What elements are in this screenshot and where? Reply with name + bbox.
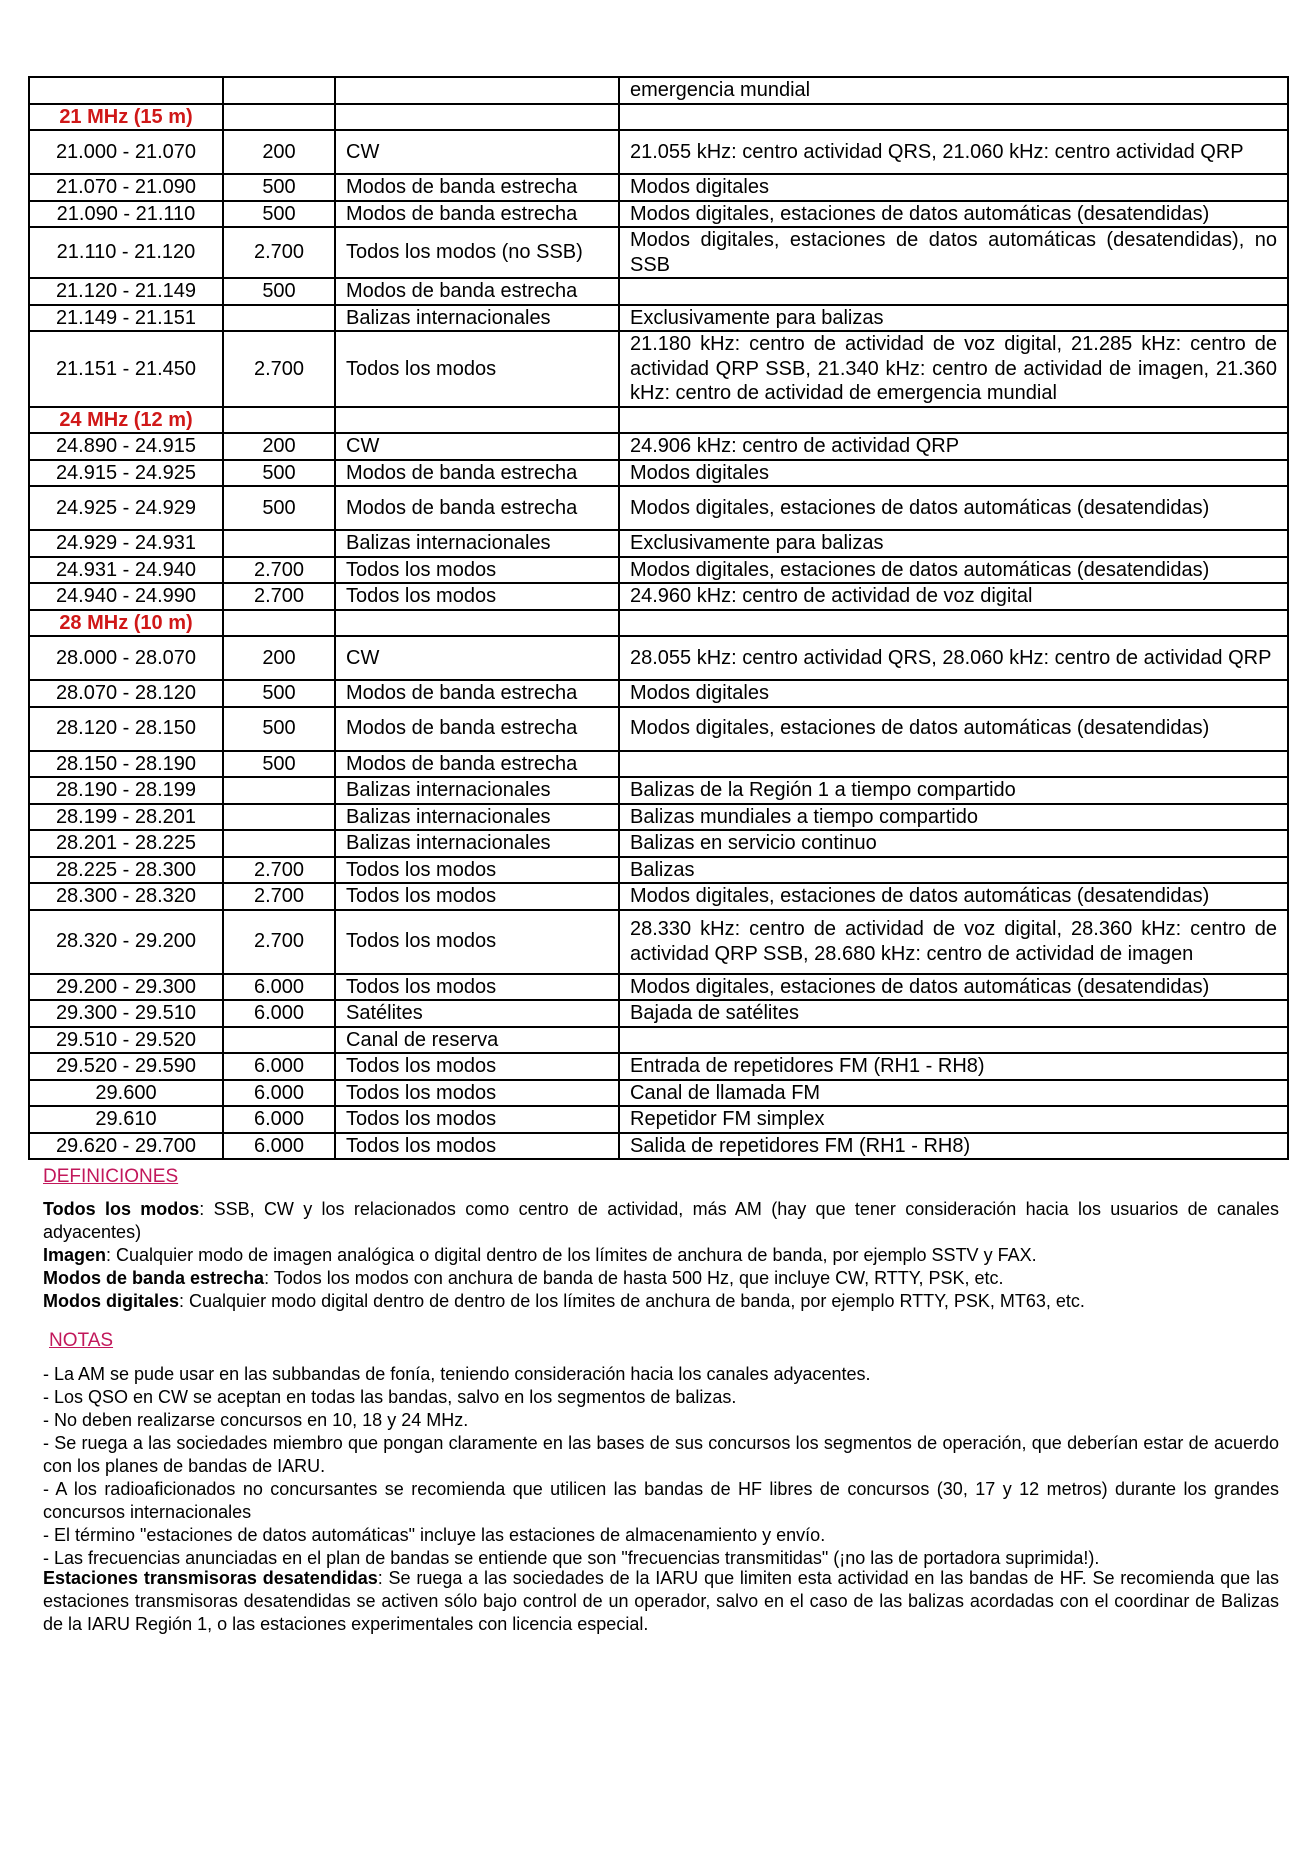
unattended-text: : Se ruega a las sociedades de la IARU que limiten esta actividad en las bandas de HF. Se recomienda que las estaciones transmisoras desatendidas se activen sólo bajo control de un operador, salvo en el caso de las balizas acordadas con el coordinar de Balizas de la IARU Región 1, o las estaciones experimentales con licencia especial. bbox=[43, 1568, 1279, 1634]
frequency-range-cell: 24.890 - 24.915 bbox=[29, 433, 223, 460]
mode-cell: Todos los modos bbox=[335, 1080, 619, 1107]
bandwidth-cell: 6.000 bbox=[223, 1080, 335, 1107]
band-title-cell: 21 MHz (15 m) bbox=[29, 104, 223, 131]
frequency-range-cell: 24.931 - 24.940 bbox=[29, 557, 223, 584]
mode-cell: Balizas internacionales bbox=[335, 804, 619, 831]
bandwidth-cell: 500 bbox=[223, 174, 335, 201]
table-row bbox=[29, 201, 1288, 228]
frequency-range-cell: 28.120 - 28.150 bbox=[29, 707, 223, 751]
bandwidth-cell bbox=[223, 804, 335, 831]
frequency-range-cell: 28.199 - 28.201 bbox=[29, 804, 223, 831]
usage-cell: Canal de llamada FM bbox=[619, 1080, 1288, 1107]
bandwidth-cell: 500 bbox=[223, 680, 335, 707]
mode-cell: Balizas internacionales bbox=[335, 830, 619, 857]
usage-cell: Salida de repetidores FM (RH1 - RH8) bbox=[619, 1133, 1288, 1160]
usage-cell: Modos digitales, estaciones de datos automáticas (desatendidas) bbox=[619, 557, 1288, 584]
usage-cell: emergencia mundial bbox=[619, 77, 1288, 104]
table-row bbox=[29, 1080, 1288, 1107]
bandwidth-cell: 500 bbox=[223, 751, 335, 778]
bandwidth-cell: 500 bbox=[223, 460, 335, 487]
empty-cell bbox=[619, 610, 1288, 637]
table-row bbox=[29, 830, 1288, 857]
definition-term: Modos de banda estrecha bbox=[43, 1268, 265, 1288]
mode-cell: Modos de banda estrecha bbox=[335, 680, 619, 707]
usage-cell: 24.906 kHz: centro de actividad QRP bbox=[619, 433, 1288, 460]
table-row bbox=[29, 557, 1288, 584]
mode-cell: Todos los modos bbox=[335, 583, 619, 610]
bandwidth-cell bbox=[223, 830, 335, 857]
table-row bbox=[29, 460, 1288, 487]
frequency-range-cell: 24.915 - 24.925 bbox=[29, 460, 223, 487]
usage-cell: 21.055 kHz: centro actividad QRS, 21.060 kHz: centro actividad QRP bbox=[619, 130, 1288, 174]
definition-term: Modos digitales bbox=[43, 1291, 180, 1311]
mode-cell: Modos de banda estrecha bbox=[335, 201, 619, 228]
mode-cell: Modos de banda estrecha bbox=[335, 460, 619, 487]
usage-cell: Modos digitales bbox=[619, 174, 1288, 201]
usage-cell: Balizas de la Región 1 a tiempo compartido bbox=[619, 777, 1288, 804]
usage-cell: Modos digitales, estaciones de datos automáticas (desatendidas) bbox=[619, 707, 1288, 751]
empty-cell bbox=[223, 407, 335, 434]
frequency-range-cell: 29.620 - 29.700 bbox=[29, 1133, 223, 1160]
usage-cell: Modos digitales bbox=[619, 680, 1288, 707]
usage-cell: Modos digitales, estaciones de datos automáticas (desatendidas) bbox=[619, 201, 1288, 228]
mode-cell: Todos los modos bbox=[335, 1133, 619, 1160]
table-row bbox=[29, 1053, 1288, 1080]
usage-cell: Modos digitales, estaciones de datos automáticas (desatendidas) bbox=[619, 486, 1288, 530]
bandwidth-cell: 6.000 bbox=[223, 974, 335, 1001]
table-row bbox=[29, 636, 1288, 680]
mode-cell: Todos los modos bbox=[335, 857, 619, 884]
band-header-row bbox=[29, 104, 1288, 131]
usage-cell: 28.055 kHz: centro actividad QRS, 28.060 kHz: centro de actividad QRP bbox=[619, 636, 1288, 680]
note-item: - La AM se pude usar en las subbandas de fonía, teniendo consideración hacia los canales adyacentes. bbox=[43, 1364, 871, 1384]
usage-cell: Entrada de repetidores FM (RH1 - RH8) bbox=[619, 1053, 1288, 1080]
mode-cell: Todos los modos bbox=[335, 557, 619, 584]
definition-text: : Cualquier modo de imagen analógica o digital dentro de los límites de anchura de banda, por ejemplo SSTV y FAX. bbox=[106, 1245, 1037, 1265]
frequency-range-cell: 29.610 bbox=[29, 1106, 223, 1133]
table-row bbox=[29, 486, 1288, 530]
frequency-range-cell: 24.940 - 24.990 bbox=[29, 583, 223, 610]
definition-text: : Cualquier modo digital dentro de dentro de los límites de anchura de banda, por ejemplo RTTY, PSK, MT63, etc. bbox=[179, 1291, 1085, 1311]
mode-cell: Modos de banda estrecha bbox=[335, 278, 619, 305]
table-row bbox=[29, 680, 1288, 707]
bandwidth-cell: 200 bbox=[223, 130, 335, 174]
empty-cell bbox=[619, 407, 1288, 434]
notes-title: NOTAS bbox=[49, 1330, 114, 1351]
definition-term: Imagen bbox=[43, 1245, 107, 1265]
mode-cell: Modos de banda estrecha bbox=[335, 707, 619, 751]
definition-text: : Todos los modos con anchura de banda de hasta 500 Hz, que incluye CW, RTTY, PSK, etc. bbox=[264, 1268, 1004, 1288]
unattended-term: Estaciones transmisoras desatendidas bbox=[43, 1568, 378, 1588]
definitions-title: DEFINICIONES bbox=[43, 1166, 179, 1187]
mode-cell: Modos de banda estrecha bbox=[335, 174, 619, 201]
table-row bbox=[29, 227, 1288, 278]
mode-cell: Todos los modos bbox=[335, 331, 619, 407]
bandwidth-cell bbox=[223, 1027, 335, 1054]
bandwidth-cell: 2.700 bbox=[223, 910, 335, 974]
table-row bbox=[29, 433, 1288, 460]
definition-item bbox=[43, 1290, 1279, 1313]
table-row bbox=[29, 777, 1288, 804]
bandwidth-cell: 500 bbox=[223, 278, 335, 305]
definition-item bbox=[43, 1198, 1279, 1244]
usage-cell: Exclusivamente para balizas bbox=[619, 530, 1288, 557]
definition-item bbox=[43, 1244, 1279, 1267]
mode-cell: CW bbox=[335, 130, 619, 174]
bandwidth-cell: 2.700 bbox=[223, 583, 335, 610]
bandwidth-cell: 200 bbox=[223, 636, 335, 680]
empty-cell bbox=[335, 104, 619, 131]
frequency-range-cell: 28.320 - 29.200 bbox=[29, 910, 223, 974]
table-row bbox=[29, 1000, 1288, 1027]
band-plan-table-body bbox=[29, 77, 1288, 1159]
frequency-range-cell: 24.925 - 24.929 bbox=[29, 486, 223, 530]
band-plan-table bbox=[28, 76, 1289, 1160]
definition-item bbox=[43, 1267, 1279, 1290]
frequency-range-cell: 28.000 - 28.070 bbox=[29, 636, 223, 680]
table-row bbox=[29, 331, 1288, 407]
bandwidth-cell bbox=[223, 777, 335, 804]
bandwidth-cell: 6.000 bbox=[223, 1053, 335, 1080]
frequency-range-cell bbox=[29, 77, 223, 104]
notes-list bbox=[43, 1363, 1279, 1570]
band-title-cell: 28 MHz (10 m) bbox=[29, 610, 223, 637]
note-item: - El término "estaciones de datos automáticas" incluye las estaciones de almacenamiento y envío. bbox=[43, 1525, 826, 1545]
mode-cell: CW bbox=[335, 636, 619, 680]
table-row bbox=[29, 707, 1288, 751]
usage-cell: Repetidor FM simplex bbox=[619, 1106, 1288, 1133]
mode-cell: Balizas internacionales bbox=[335, 305, 619, 332]
usage-cell: Modos digitales, estaciones de datos automáticas (desatendidas) bbox=[619, 883, 1288, 910]
bandwidth-cell: 200 bbox=[223, 433, 335, 460]
bandwidth-cell: 2.700 bbox=[223, 883, 335, 910]
frequency-range-cell: 28.225 - 28.300 bbox=[29, 857, 223, 884]
frequency-range-cell: 21.090 - 21.110 bbox=[29, 201, 223, 228]
definitions-list bbox=[43, 1198, 1279, 1313]
usage-cell bbox=[619, 1027, 1288, 1054]
mode-cell: Balizas internacionales bbox=[335, 530, 619, 557]
bandwidth-cell: 500 bbox=[223, 486, 335, 530]
table-row bbox=[29, 130, 1288, 174]
bandwidth-cell: 6.000 bbox=[223, 1133, 335, 1160]
frequency-range-cell: 28.300 - 28.320 bbox=[29, 883, 223, 910]
frequency-range-cell: 28.150 - 28.190 bbox=[29, 751, 223, 778]
bandwidth-cell: 500 bbox=[223, 201, 335, 228]
usage-cell: 21.180 kHz: centro de actividad de voz digital, 21.285 kHz: centro de actividad QRP SSB, 21.340 kHz: centro de actividad de imagen, 21.360 kHz: centro de actividad de emergencia mundial bbox=[619, 331, 1288, 407]
band-header-row bbox=[29, 610, 1288, 637]
band-header-row bbox=[29, 407, 1288, 434]
mode-cell: Todos los modos (no SSB) bbox=[335, 227, 619, 278]
table-row bbox=[29, 1027, 1288, 1054]
table-row bbox=[29, 804, 1288, 831]
mode-cell: Todos los modos bbox=[335, 1053, 619, 1080]
usage-cell: 24.960 kHz: centro de actividad de voz digital bbox=[619, 583, 1288, 610]
frequency-range-cell: 24.929 - 24.931 bbox=[29, 530, 223, 557]
empty-cell bbox=[335, 407, 619, 434]
bandwidth-cell bbox=[223, 77, 335, 104]
table-row bbox=[29, 583, 1288, 610]
frequency-range-cell: 29.300 - 29.510 bbox=[29, 1000, 223, 1027]
empty-cell bbox=[335, 610, 619, 637]
usage-cell: Modos digitales, estaciones de datos automáticas (desatendidas), no SSB bbox=[619, 227, 1288, 278]
frequency-range-cell: 28.190 - 28.199 bbox=[29, 777, 223, 804]
mode-cell: Todos los modos bbox=[335, 1106, 619, 1133]
mode-cell: Balizas internacionales bbox=[335, 777, 619, 804]
frequency-range-cell: 29.200 - 29.300 bbox=[29, 974, 223, 1001]
usage-cell bbox=[619, 751, 1288, 778]
frequency-range-cell: 21.000 - 21.070 bbox=[29, 130, 223, 174]
usage-cell: 28.330 kHz: centro de actividad de voz digital, 28.360 kHz: centro de actividad QRP SSB, 28.680 kHz: centro de actividad de imagen bbox=[619, 910, 1288, 974]
bandwidth-cell: 2.700 bbox=[223, 557, 335, 584]
mode-cell: Satélites bbox=[335, 1000, 619, 1027]
bandwidth-cell: 2.700 bbox=[223, 227, 335, 278]
mode-cell: Todos los modos bbox=[335, 910, 619, 974]
bandwidth-cell bbox=[223, 305, 335, 332]
note-item: - Se ruega a las sociedades miembro que pongan claramente en las bases de sus concursos los segmentos de operación, que deberían estar de acuerdo con los planes de bandas de IARU. bbox=[43, 1433, 1279, 1476]
empty-cell bbox=[223, 610, 335, 637]
empty-cell bbox=[619, 104, 1288, 131]
usage-cell: Exclusivamente para balizas bbox=[619, 305, 1288, 332]
frequency-range-cell: 21.070 - 21.090 bbox=[29, 174, 223, 201]
frequency-range-cell: 28.070 - 28.120 bbox=[29, 680, 223, 707]
bandwidth-cell: 6.000 bbox=[223, 1106, 335, 1133]
frequency-range-cell: 29.520 - 29.590 bbox=[29, 1053, 223, 1080]
usage-cell: Modos digitales, estaciones de datos automáticas (desatendidas) bbox=[619, 974, 1288, 1001]
usage-cell: Balizas en servicio continuo bbox=[619, 830, 1288, 857]
frequency-range-cell: 29.600 bbox=[29, 1080, 223, 1107]
table-row bbox=[29, 974, 1288, 1001]
bandwidth-cell: 2.700 bbox=[223, 331, 335, 407]
usage-cell: Bajada de satélites bbox=[619, 1000, 1288, 1027]
mode-cell bbox=[335, 77, 619, 104]
table-row bbox=[29, 530, 1288, 557]
note-item: - No deben realizarse concursos en 10, 18 y 24 MHz. bbox=[43, 1410, 469, 1430]
table-row bbox=[29, 278, 1288, 305]
empty-cell bbox=[223, 104, 335, 131]
mode-cell: Modos de banda estrecha bbox=[335, 486, 619, 530]
unattended-stations-paragraph bbox=[43, 1567, 1279, 1636]
mode-cell: Modos de banda estrecha bbox=[335, 751, 619, 778]
frequency-range-cell: 21.149 - 21.151 bbox=[29, 305, 223, 332]
table-row bbox=[29, 1133, 1288, 1160]
bandwidth-cell bbox=[223, 530, 335, 557]
frequency-range-cell: 29.510 - 29.520 bbox=[29, 1027, 223, 1054]
usage-cell: Modos digitales bbox=[619, 460, 1288, 487]
frequency-range-cell: 28.201 - 28.225 bbox=[29, 830, 223, 857]
table-row bbox=[29, 77, 1288, 104]
note-item: - Los QSO en CW se aceptan en todas las bandas, salvo en los segmentos de balizas. bbox=[43, 1387, 737, 1407]
table-row bbox=[29, 883, 1288, 910]
mode-cell: Canal de reserva bbox=[335, 1027, 619, 1054]
mode-cell: Todos los modos bbox=[335, 974, 619, 1001]
usage-cell: Balizas bbox=[619, 857, 1288, 884]
band-title-cell: 24 MHz (12 m) bbox=[29, 407, 223, 434]
usage-cell bbox=[619, 278, 1288, 305]
table-row bbox=[29, 174, 1288, 201]
bandwidth-cell: 500 bbox=[223, 707, 335, 751]
note-item: - Las frecuencias anunciadas en el plan de bandas se entiende que son "frecuencias transmitidas" (¡no las de portadora suprimida!). bbox=[43, 1548, 1100, 1568]
table-row bbox=[29, 751, 1288, 778]
note-item: - A los radioaficionados no concursantes se recomienda que utilicen las bandas de HF libres de concursos (30, 17 y 12 metros) durante los grandes concursos internacionales bbox=[43, 1479, 1279, 1522]
definition-text: : SSB, CW y los relacionados como centro de actividad, más AM (hay que tener consideración hacia los usuarios de canales adyacentes) bbox=[43, 1199, 1279, 1242]
usage-cell: Balizas mundiales a tiempo compartido bbox=[619, 804, 1288, 831]
table-row bbox=[29, 305, 1288, 332]
table-row bbox=[29, 910, 1288, 974]
frequency-range-cell: 21.110 - 21.120 bbox=[29, 227, 223, 278]
table-row bbox=[29, 1106, 1288, 1133]
bandwidth-cell: 2.700 bbox=[223, 857, 335, 884]
mode-cell: Todos los modos bbox=[335, 883, 619, 910]
bandwidth-cell: 6.000 bbox=[223, 1000, 335, 1027]
mode-cell: CW bbox=[335, 433, 619, 460]
definition-term: Todos los modos bbox=[43, 1199, 200, 1219]
frequency-range-cell: 21.120 - 21.149 bbox=[29, 278, 223, 305]
frequency-range-cell: 21.151 - 21.450 bbox=[29, 331, 223, 407]
table-row bbox=[29, 857, 1288, 884]
